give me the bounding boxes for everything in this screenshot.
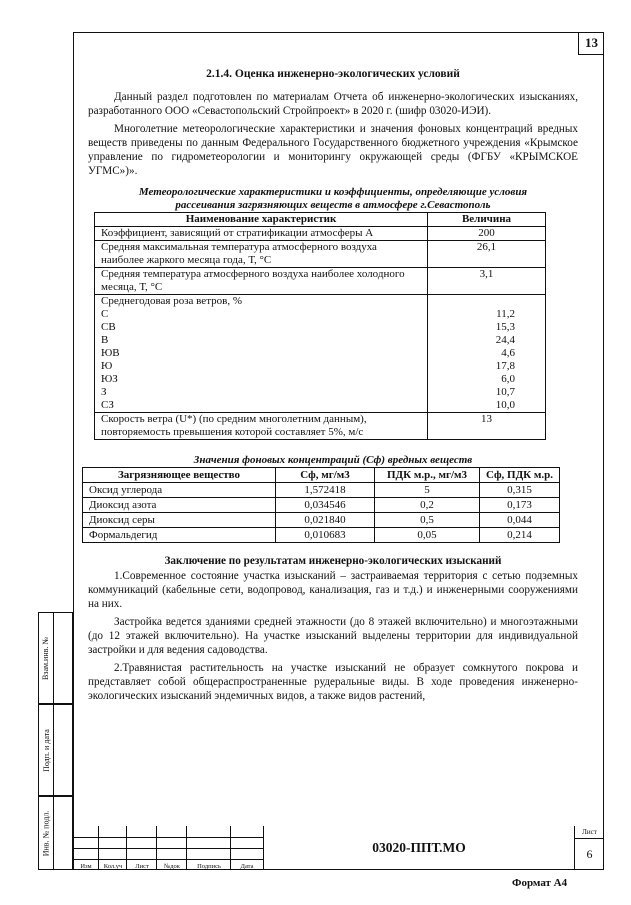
side-stamp-signature [38,704,73,796]
table-row [83,483,560,498]
table-row [95,268,546,295]
wind-value: 6,0 [501,373,515,385]
table-cell: Диоксид серы [83,513,276,528]
table-cell: 0,173 [480,498,560,513]
table-cell: 200 [428,227,546,241]
paragraph: 1.Современное состояние участка изысканий – застраиваемая территория с сетью подземных коммуникаций (кабельные сети, водопровод, канализация, газ и т.д.) и инженерными сооружениями на них. [88,570,578,610]
paragraph: 2.Травянистая растительность на участке изысканий не образует сомкнутого покрова и представляет собой общераспространенные рудеральные виды. В ходе проведения инженерно-экологических изысканий эндемичных видов, а также видов растений, [88,662,578,702]
wind-value: 15,3 [495,321,515,333]
revision-grid [73,826,263,870]
table-row [95,241,546,268]
concentration-table [82,467,560,543]
paragraph: Застройка ведется зданиями средней этажности (до 8 этажей включительно) и многоэтажными (до 12 этажей включительно). На участке изысканий выделены территории для индивидуальной застройки и для ведения садоводства. [88,616,578,656]
side-stamp-replace [38,612,73,704]
table-cell: 0,5 [375,513,480,528]
wind-value: 4,6 [501,347,515,359]
side-label: Подп. и дата [41,728,51,772]
table1-title [88,186,578,212]
stamp-column-label: Дата [240,863,254,870]
meteo-table [94,212,546,440]
table-cell: 0,2 [375,498,480,513]
sheet-number: 6 [586,847,593,861]
table2-title: Значения фоновых концентраций (Сф) вредных веществ [193,454,473,466]
document-code: 03020-ППТ.МО [263,826,575,870]
table-cell: 1,572418 [276,483,375,498]
wind-dir: Ю [101,360,113,372]
table-cell: 0,044 [480,513,560,528]
column-header: Сф, мг/м3 [276,468,375,483]
table-cell: Средняя максимальная температура атмосферного воздуха наиболее жаркого месяца года, Т, °С [95,241,428,268]
table-cell: Коэффициент, зависящий от стратификации атмосферы А [95,227,428,241]
table-cell: 0,05 [375,528,480,543]
side-label: Инв. № подл. [41,810,51,856]
column-header: Наименование характеристик [95,213,428,227]
table-cell: 0,034546 [276,498,375,513]
table-cell: 26,1 [428,241,546,268]
format-label: Формат А4 [512,877,568,889]
conclusion-title: Заключение по результатам инженерно-экологических изысканий [164,555,502,567]
table1-title-line: Метеорологические характеристики и коэффициенты, определяющие условия [138,186,528,198]
stamp-column-label: Подпись [197,863,221,870]
wind-value: 11,2 [496,308,515,320]
table-cell: 5 [375,483,480,498]
page-number: 13 [578,32,604,55]
wind-dir: ЮЗ [101,373,118,385]
wind-dir: В [101,334,109,346]
table-cell: Оксид углерода [83,483,276,498]
stamp-column-label: Лист [135,863,149,870]
table-row [95,227,546,241]
wind-dir: З [101,386,107,398]
table-cell: Скорость ветра (U*) (по средним многолетним данным), повторяемость превышения которой составляет 5%, м/с [95,413,428,440]
table-cell: 13 [428,413,546,440]
column-header: Величина [428,213,546,227]
table-row [95,413,546,440]
wind-rose-values [428,295,546,413]
column-header: ПДК м.р., мг/м3 [375,468,480,483]
paragraph: Данный раздел подготовлен по материалам Отчета об инженерно-экологических изысканиях, разработанного ООО «Севастопольский Стройпроект» в 2020 г. (шифр 03020-ИЭИ). [88,91,578,117]
column-header: Загрязняющее вещество [83,468,276,483]
wind-dir: СЗ [101,399,114,411]
table-cell: Формальдегид [83,528,276,543]
stamp-column-label: №док [164,863,180,870]
table-cell: 0,010683 [276,528,375,543]
wind-value: 10,0 [495,399,515,411]
table-cell: 0,021840 [276,513,375,528]
column-header: Сф, ПДК м.р. [480,468,560,483]
side-label: Взам.инв. № [41,636,51,680]
stamp-column-label: Изм [80,863,92,870]
document-content [88,60,578,707]
wind-dir: ЮВ [101,347,120,359]
stamp-column-label: Кол.уч [103,863,123,870]
table-cell: 3,1 [428,268,546,295]
wind-rose-cell [95,295,428,413]
paragraph: Многолетние метеорологические характеристики и значения фоновых концентраций вредных веществ приведены по данным Федерального Государственного бюджетного учреждения «Крымское управление по гидрометеорологии и мониторингу окружающей среды (ФГБУ «КРЫМСКОЕ УГМС»)». [88,123,578,177]
side-stamp-inventory [38,796,73,870]
table-cell: Средняя температура атмосферного воздуха наиболее холодного месяца, Т, °С [95,268,428,295]
table-cell: 0,315 [480,483,560,498]
section-title: 2.1.4. Оценка инженерно-экологических условий [206,68,460,80]
table-cell: 0,214 [480,528,560,543]
wind-dir: С [101,308,109,320]
title-block [73,826,604,870]
wind-value: 17,8 [495,360,515,372]
table-cell: Диоксид азота [83,498,276,513]
table-row [83,513,560,528]
table-header-row [95,213,546,227]
table1-title-line: рассеивания загрязняющих веществ в атмосфере г.Севастополь [175,199,491,211]
table-row [83,498,560,513]
table-row [83,528,560,543]
wind-value: 10,7 [495,386,515,398]
wind-rose-row [95,295,546,413]
table-header-row [83,468,560,483]
sheet-box [575,826,604,870]
wind-rose-label: Среднегодовая роза ветров, % [101,295,242,307]
wind-value: 24,4 [495,334,515,346]
sheet-label: Лист [575,826,604,839]
wind-dir: СВ [101,321,116,333]
